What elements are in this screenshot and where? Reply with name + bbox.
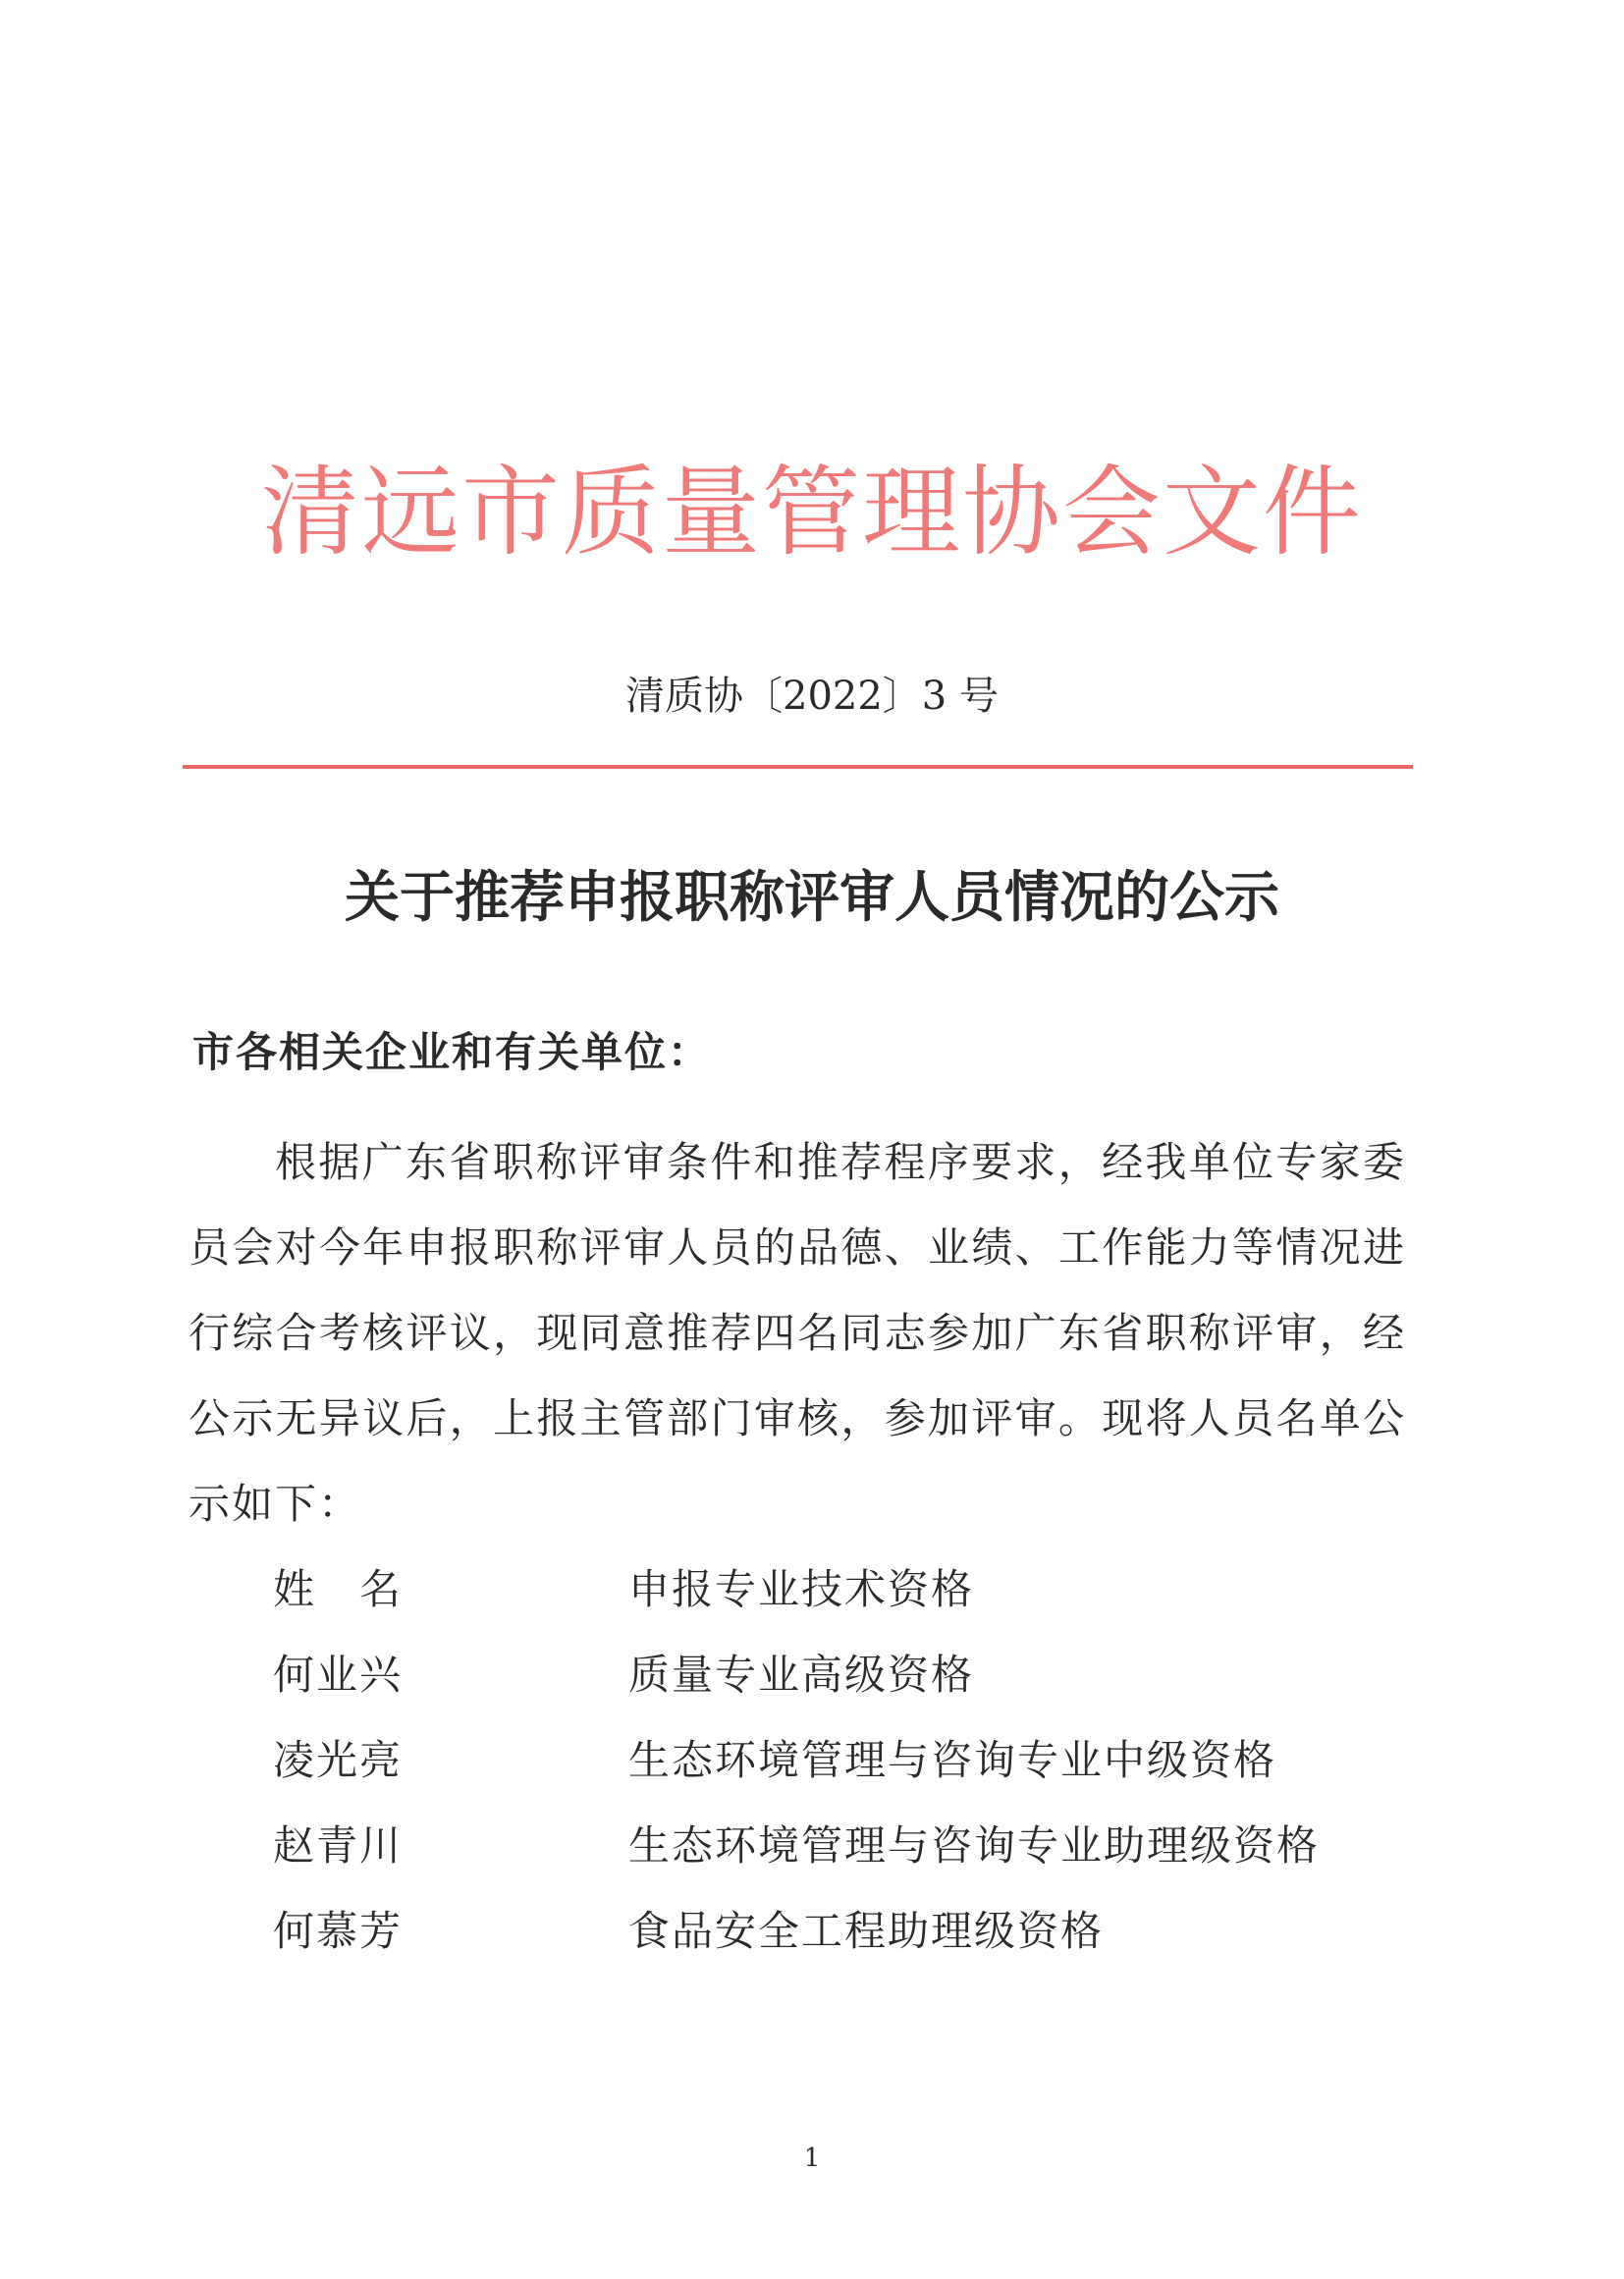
roster-row: [273, 1629, 1353, 1714]
document-number: 清质协〔2022〕3 号: [625, 674, 999, 719]
nominee-name: 何慕芳: [273, 1906, 404, 1955]
nominee-name: 何业兴: [273, 1650, 404, 1699]
roster-row: [273, 1714, 1353, 1800]
notice-title: 关于推荐申报职称评审人员情况的公示: [345, 866, 1279, 930]
nominee-qualification: 生态环境管理与咨询专业中级资格: [628, 1735, 1277, 1784]
nominee-name: 凌光亮: [273, 1735, 404, 1784]
header-divider-red-line: [183, 765, 1413, 769]
roster-header-name: 姓名: [273, 1564, 447, 1613]
roster-row: [273, 1800, 1353, 1885]
roster-row: [273, 1885, 1353, 1971]
roster-header-row: [273, 1544, 1353, 1629]
page-number: 1: [803, 2143, 821, 2173]
nominee-qualification: 食品安全工程助理级资格: [628, 1906, 1105, 1955]
nominee-qualification: 质量专业高级资格: [628, 1650, 975, 1699]
roster-header-qualification: 申报专业技术资格: [628, 1564, 975, 1613]
nominee-roster: [273, 1544, 1353, 1971]
salutation: 市各相关企业和有关单位：: [192, 1028, 712, 1076]
nominee-name: 赵青川: [273, 1820, 404, 1870]
organization-header-title: 清远市质量管理协会文件: [261, 455, 1363, 570]
nominee-qualification: 生态环境管理与咨询专业助理级资格: [628, 1820, 1321, 1870]
notice-body-paragraph: 根据广东省职称评审条件和推荐程序要求，经我单位专家委员会对今年申报职称评审人员的品德、业绩、工作能力等情况进行综合考核评议，现同意推荐四名同志参加广东省职称评审，经公示无异议后，上报主管部门审核，参加评审。现将人员名单公示如下：: [189, 1138, 1406, 1528]
